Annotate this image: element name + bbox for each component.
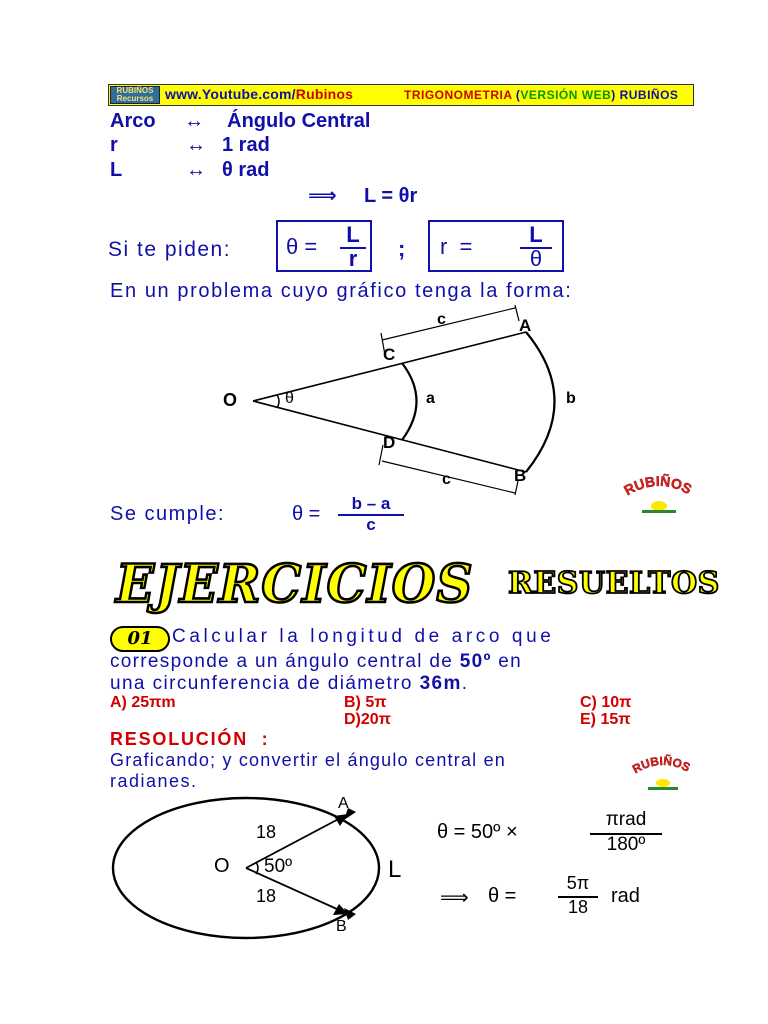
url-channel: Rubinos <box>295 86 354 102</box>
point-A: A <box>338 795 349 812</box>
author: RUBIÑOS <box>619 88 679 102</box>
angle-value: 50º <box>459 651 492 672</box>
conversion-lhs-1: θ = 50º × <box>437 821 518 843</box>
exercise-text-3 <box>110 673 468 695</box>
theta-equals: θ = <box>286 234 318 259</box>
exercise-number: 01 <box>127 628 153 649</box>
theory-line-1 <box>110 110 370 133</box>
point-B: B <box>514 466 527 485</box>
resolution-text-1: Graficando; y convertir el ángulo central en <box>110 750 506 770</box>
point-A: A <box>519 316 532 335</box>
option-e: E) 15π <box>580 711 631 728</box>
angle-arc <box>256 862 258 874</box>
rubinos-stamp <box>620 472 698 516</box>
fraction-numerator: L <box>529 222 543 247</box>
option-a: A) 25πm <box>110 694 176 711</box>
angulo-central-label: Ángulo Central <box>227 110 371 132</box>
banner-title <box>404 88 678 102</box>
version-label: VERSIÓN WEB <box>520 88 612 102</box>
radius-bottom-value: 18 <box>256 886 277 906</box>
rubinos-stamp-art <box>620 472 698 516</box>
rubinos-stamp <box>628 752 698 792</box>
dimension-line-top <box>382 308 515 340</box>
conversion-unit: rad <box>611 885 640 907</box>
theory-line-2 <box>110 134 270 157</box>
option-c: C) 10π <box>580 694 632 711</box>
point-O: O <box>214 855 230 877</box>
cumple-denominator: c <box>366 515 376 534</box>
si-te-piden-label: Si te piden: <box>108 238 232 261</box>
double-arrow-icon: ↔ <box>186 134 206 156</box>
fraction-denominator: r <box>348 246 358 271</box>
main-formula: L = θr <box>364 185 418 207</box>
fraction-denominator: θ <box>529 246 543 271</box>
separator: ; <box>398 236 406 261</box>
cumple-numerator: b – a <box>351 494 391 513</box>
sector-diagram <box>215 305 605 495</box>
radius-top-value: 18 <box>256 822 277 842</box>
dimension-label-c-bottom: c <box>442 471 451 488</box>
option-b: B) 5π <box>344 694 387 711</box>
text-part: una circunferencia de diámetro <box>110 673 420 694</box>
text-part: corresponde a un ángulo central de <box>110 651 460 672</box>
r-label: r <box>110 134 118 156</box>
angle-theta: θ <box>285 390 294 407</box>
text-part: en <box>491 651 523 672</box>
svg-text:RUBIÑOS: RUBIÑOS <box>621 472 695 499</box>
point-D: D <box>383 433 396 452</box>
double-arrow-icon: ↔ <box>184 110 205 132</box>
rubinos-logo: RUBIÑOS Recursos <box>110 86 160 104</box>
exercise-text-1: Calcular la longitud de arco que <box>172 626 555 647</box>
option-d: D)20π <box>344 711 391 728</box>
arco-label: Arco <box>110 110 156 132</box>
r-equals: r = <box>440 234 473 259</box>
formula-box-theta <box>276 220 372 272</box>
section-title <box>110 552 720 615</box>
resueltos-title: RESUELTOS <box>508 566 720 601</box>
point-O: O <box>223 390 238 410</box>
subject: TRIGONOMETRIA <box>404 88 513 102</box>
double-arrow-icon: ↔ <box>186 159 206 181</box>
arc-label-b: b <box>566 390 576 407</box>
text-part: . <box>461 673 469 694</box>
problem-intro: En un problema cuyo gráfico tenga la forma: <box>110 280 573 302</box>
one-rad-label: 1 rad <box>222 134 270 156</box>
resolution-text-2: radianes. <box>110 771 198 791</box>
conversion-lhs-2: θ = <box>488 885 517 907</box>
paren-close: ) <box>611 88 616 102</box>
point-B: B <box>336 918 347 935</box>
theta-rad-label: θ rad <box>222 159 270 181</box>
formula-box-r <box>428 220 564 272</box>
implies-icon: ⟹ <box>308 185 337 207</box>
theta-arc <box>277 395 279 408</box>
exercise-number-badge <box>110 626 170 652</box>
circle-diagram <box>108 794 398 944</box>
rubinos-stamp-art <box>628 752 698 792</box>
cumple-lhs: θ = <box>292 503 321 525</box>
arc-label-L: L <box>388 856 402 883</box>
url-prefix: www.Youtube.com/ <box>165 86 296 102</box>
youtube-link[interactable] <box>165 86 353 102</box>
conversion-numerator-1: πrad <box>605 809 647 830</box>
theory-line-3 <box>110 159 270 182</box>
arc-a <box>402 363 417 440</box>
ejercicios-title: EJERCICIOS <box>116 552 474 615</box>
dimension-label-c-top: c <box>437 311 446 328</box>
conversion-numerator-2: 5π <box>566 873 590 893</box>
se-cumple-label: Se cumple: <box>110 503 226 525</box>
angle-value: 50º <box>264 856 293 877</box>
arc-b <box>526 332 555 472</box>
implies-icon: ⟹ <box>440 887 469 909</box>
formula-line <box>308 183 417 208</box>
conversion-denominator-2: 18 <box>567 897 589 917</box>
diameter-value: 36m <box>419 673 462 694</box>
fraction-numerator: L <box>346 222 360 247</box>
svg-text:RUBIÑOS: RUBIÑOS <box>629 753 693 777</box>
point-C: C <box>383 345 396 364</box>
paren-open: ( <box>515 88 521 102</box>
resolution-title: RESOLUCIÓN : <box>110 729 270 749</box>
arc-label-a: a <box>426 390 435 407</box>
exercise-text-2 <box>110 651 522 673</box>
conversion-denominator-1: 180º <box>606 834 646 855</box>
L-label: L <box>110 159 123 181</box>
